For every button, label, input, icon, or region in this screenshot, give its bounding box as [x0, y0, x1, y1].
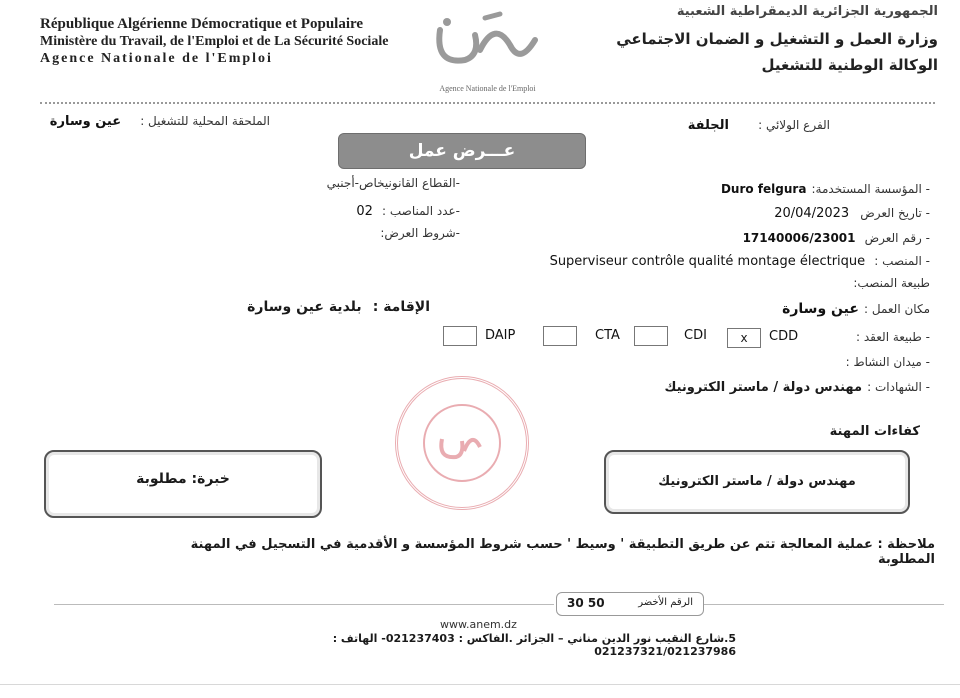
page-bottom-edge — [0, 684, 960, 685]
offer-number-field — [570, 227, 930, 246]
employer-field — [570, 178, 930, 197]
skills-box-right-text: مهندس دولة / ماستر الكترونيك — [658, 474, 856, 489]
residence-field — [200, 296, 430, 315]
note-text: ملاحظة : عملية المعالجة تتم عن طريق التطبيقة ' وسيط ' حسب شروط المؤسسة و الأقدمية في التسجيل في المهنة المطلوبة — [190, 537, 935, 567]
contract-cdi-label: CDI — [684, 328, 707, 343]
header-ar-line2: وزارة العمل و التشغيل و الضمان الاجتماعي — [616, 30, 938, 48]
post-nature-field: طبيعة المنصب: — [853, 276, 930, 290]
conditions-field: -شروط العرض: — [380, 226, 460, 240]
positions-label: -عدد المناصب : — [382, 204, 460, 218]
footer-website: www.anem.dz — [440, 618, 517, 631]
post-label: - المنصب : — [874, 254, 930, 268]
positions-value: 02 — [356, 204, 373, 219]
date-label: - تاريخ العرض — [860, 206, 930, 220]
employer-label: - المؤسسة المستخدمة: — [811, 182, 930, 196]
date-value: 20/04/2023 — [774, 206, 850, 221]
skills-box-right — [604, 450, 910, 514]
residence-label: الإقامة : — [372, 299, 430, 315]
branch-regional-value: الجلفة — [687, 118, 730, 133]
contract-cta-checkbox[interactable] — [543, 326, 577, 346]
green-number-label: الرقم الأخضر — [638, 597, 693, 608]
contract-cdd-checkbox[interactable]: x — [727, 328, 761, 348]
official-stamp — [395, 376, 529, 510]
branch-local — [40, 110, 270, 129]
contract-daip-checkbox[interactable] — [443, 326, 477, 346]
green-number-value: 30 50 — [567, 596, 605, 610]
skills-box-left-text: خبرة: مطلوبة — [136, 471, 230, 487]
post-field — [510, 250, 930, 269]
logo-caption: Agence Nationale de l'Emploi — [439, 84, 536, 93]
branch-local-value: عين وسارة — [49, 114, 122, 129]
branch-regional — [550, 114, 830, 133]
header-fr-line1: République Algérienne Démocratique et Populaire — [40, 16, 364, 32]
employer-value: Duro felgura — [720, 182, 807, 196]
header-ar-line1: الجمهورية الجزائرية الديمقراطية الشعبية — [676, 4, 938, 19]
date-field — [570, 202, 930, 221]
diplomas-field — [570, 376, 930, 395]
post-value: Superviseur contrôle qualité montage électrique — [549, 254, 866, 269]
header-fr-line2: Ministère du Travail, de l'Emploi et de La Sécurité Sociale — [40, 34, 389, 49]
skills-box-left — [44, 450, 322, 518]
contract-daip-label: DAIP — [485, 328, 516, 343]
anem-logo-icon — [425, 10, 550, 80]
footer-address: 5.شارع النقيب نور الدين مناني – الجزائر .الفاكس : 021237403- الهاتف : 021237321/021237986 — [332, 632, 736, 658]
footer-line-right — [704, 604, 944, 605]
residence-value: بلدية عين وسارة — [247, 299, 362, 315]
stamp-emblem-icon — [398, 379, 526, 507]
green-number-box — [556, 592, 704, 616]
header-fr-line3: Agence Nationale de l'Emploi — [40, 51, 273, 66]
contract-cdi-checkbox[interactable] — [634, 326, 668, 346]
contract-cdd-label: CDD — [769, 329, 799, 344]
workplace-field — [630, 298, 930, 317]
positions-field — [260, 200, 460, 219]
footer-line-left — [54, 604, 554, 605]
offer-number-value: 17140006/23001 — [742, 231, 856, 245]
header-ar-line3: الوكالة الوطنية للتشغيل — [761, 56, 938, 74]
branch-regional-label: الفرع الولائي : — [758, 118, 830, 132]
branch-local-label: الملحقة المحلية للتشغيل : — [140, 114, 270, 128]
sector-field: -القطاع القانونيخاص-أجنبي — [326, 176, 460, 190]
workplace-value: عين وسارة — [782, 301, 859, 317]
activity-field: - ميدان النشاط : — [845, 355, 930, 369]
anem-logo — [425, 10, 550, 95]
skills-heading: كفاءات المهنة — [829, 424, 920, 439]
diplomas-label: - الشهادات : — [867, 380, 930, 394]
contract-cta-label: CTA — [595, 328, 620, 343]
page-title: عـــرض عمل — [338, 133, 586, 169]
offer-number-label: - رقم العرض — [864, 231, 930, 245]
contract-label: - طبيعة العقد : — [856, 330, 930, 344]
diplomas-value: مهندس دولة / ماستر الكترونيك — [664, 380, 863, 395]
header-divider — [40, 102, 935, 104]
workplace-label: مكان العمل : — [864, 302, 930, 316]
